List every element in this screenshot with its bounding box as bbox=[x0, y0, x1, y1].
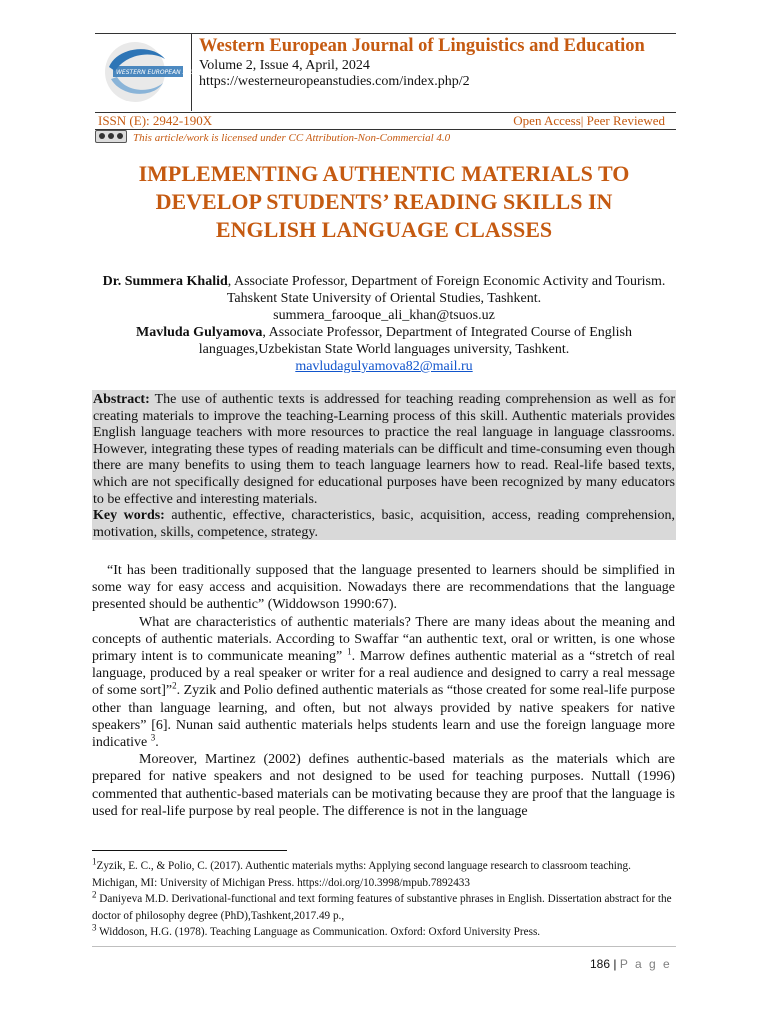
footnote-3 bbox=[92, 924, 676, 941]
author-block bbox=[90, 273, 678, 375]
footnote-2-mark: 2 bbox=[92, 889, 97, 900]
footnote-2 bbox=[92, 891, 676, 924]
license-line bbox=[95, 130, 450, 145]
author-2-email-link[interactable]: mavludagulyamova82@mail.ru bbox=[295, 359, 473, 374]
paragraph-2 bbox=[92, 614, 675, 752]
page-footer-rule bbox=[92, 946, 676, 947]
p2-part-a: What are characteristics of authentic materials? There are many ideas about the meaning and concepts of authentic materials. According to Swaffar “an authentic text, oral or written, is one whose primary intent is to communicate meaning” bbox=[92, 614, 675, 665]
journal-header bbox=[95, 33, 676, 129]
license-text: This article/work is licensed under CC Attribution-Non-Commercial 4.0 bbox=[133, 132, 451, 144]
journal-info bbox=[199, 35, 669, 90]
footnote-2-text: Daniyeva M.D. Derivational-functional and text forming features of substantive phrases in English. Dissertation abstract for the doctor of philosophy degree (PhD),Tashkent,2017.49 p., bbox=[92, 893, 672, 922]
author-1 bbox=[90, 273, 678, 307]
abstract-box bbox=[92, 390, 676, 540]
page-word: P a g e bbox=[619, 957, 672, 971]
footnote-1 bbox=[92, 858, 676, 891]
author-2 bbox=[90, 324, 678, 358]
footnote-ref-2[interactable]: 2 bbox=[172, 680, 177, 691]
p2-part-b: . Marrow defines authentic material as a “stretch of real language, produced by a real speaker or writer for a real audience and designed to carry a real message of some sort]” bbox=[92, 649, 675, 699]
keywords-label: Key words: bbox=[93, 508, 165, 524]
author-1-affiliation: , Associate Professor, Department of Foreign Economic Activity and Tourism. Tahskent State University of Oriental Studies, Tashkent. bbox=[226, 274, 666, 306]
keywords-text: authentic, effective, characteristics, basic, acquisition, access, reading comprehension, motivation, skills, competence, strategy. bbox=[93, 508, 675, 540]
access-label: Open Access| Peer Reviewed bbox=[513, 113, 665, 128]
author-1-email: summera_farooque_ali_khan@tsuos.uz bbox=[273, 308, 495, 323]
author-2-name: Mavluda Gulyamova bbox=[136, 325, 263, 340]
abstract-label: Abstract: bbox=[93, 392, 150, 407]
footnote-3-text: Widdoson, H.G. (1978). Teaching Language as Communication. Oxford: Oxford University Press. bbox=[96, 926, 541, 938]
issn-label: ISSN (E): 2942-190X bbox=[98, 113, 213, 128]
page-number bbox=[590, 957, 680, 971]
journal-title: Western European Journal of Linguistics and Education bbox=[199, 36, 645, 56]
p2-part-c: . Zyzik and Polio defined authentic materials as “those created for some real-life purpose other than language learning, and often, but not always provided by native speakers for native speakers” [6]. Nunan said authentic materials helps students learn and use the foreign language more indicative bbox=[92, 683, 676, 751]
author-2-affiliation: , Associate Professor, Department of Integrated Course of English languages,Uzbekistan State World languages university, Tashkent. bbox=[198, 325, 632, 357]
p2-part-d: . bbox=[155, 735, 159, 751]
title-line-2: DEVELOP STUDENTS’ READING SKILLS IN bbox=[155, 189, 613, 214]
footnote-ref-1[interactable]: 1 bbox=[347, 646, 352, 657]
journal-volume: Volume 2, Issue 4, April, 2024 bbox=[199, 58, 370, 73]
footnote-1-text: Zyzik, E. C., & Polio, C. (2017). Authentic materials myths: Applying second language research to classroom teaching. Michigan, MI: University of Michigan Press. https://doi.org/10.3998/mpub.7892433 bbox=[92, 860, 631, 889]
header-top-rule bbox=[95, 33, 676, 34]
body-text bbox=[92, 562, 675, 820]
footnote-ref-3[interactable]: 3 bbox=[150, 732, 156, 743]
title-line-3: ENGLISH LANGUAGE CLASSES bbox=[215, 217, 553, 242]
issn-row bbox=[95, 112, 676, 130]
journal-url[interactable]: https://westerneuropeanstudies.com/index.php/2 bbox=[199, 74, 470, 89]
paragraph-1: “It has been traditionally supposed that the language presented to learners should be simplified in some way for easy access and acquisition. Nowadays there are recommendations that the language presented should be authentic” (Widdowson 1990:67). bbox=[92, 563, 675, 613]
footnote-rule bbox=[92, 850, 287, 851]
page-number-value: 186 bbox=[590, 957, 611, 971]
page-separator: | bbox=[610, 957, 620, 971]
abstract-text: The use of authentic texts is addressed for teaching reading comprehension as well as for creating materials to improve the teaching-Learning process of this skill. Authentic materials provides English language teachers with more resources to practice the real language in language classrooms. However, integrating these types of reading materials can be difficult and time-consuming even though there are many benefits to using them to teach language learners how to read. Real-life based texts, which are not specifically designed for educational purposes have been recognized by many educators to be effective and interesting materials. bbox=[93, 392, 675, 507]
footnote-1-mark: 1 bbox=[92, 856, 97, 867]
footnotes bbox=[92, 858, 676, 941]
logo-text: WESTERN EUROPEAN STUDIES bbox=[116, 69, 209, 76]
paragraph-3: Moreover, Martinez (2002) defines authentic-based materials as the materials which are prepared for native speakers and not designed to be used for teaching purposes. Nuttall (1996) commented that authentic-based materials can be motivating because they are proof that the language is used for real-life purpose by real people. The difference is not in the language bbox=[92, 752, 675, 819]
cc-license-icon bbox=[95, 130, 127, 143]
article-title bbox=[60, 160, 708, 244]
journal-logo bbox=[97, 39, 209, 105]
footnote-3-mark: 3 bbox=[92, 922, 97, 933]
title-line-1: IMPLEMENTING AUTHENTIC MATERIALS TO bbox=[138, 161, 630, 186]
author-1-name: Dr. Summera Khalid bbox=[102, 274, 228, 289]
